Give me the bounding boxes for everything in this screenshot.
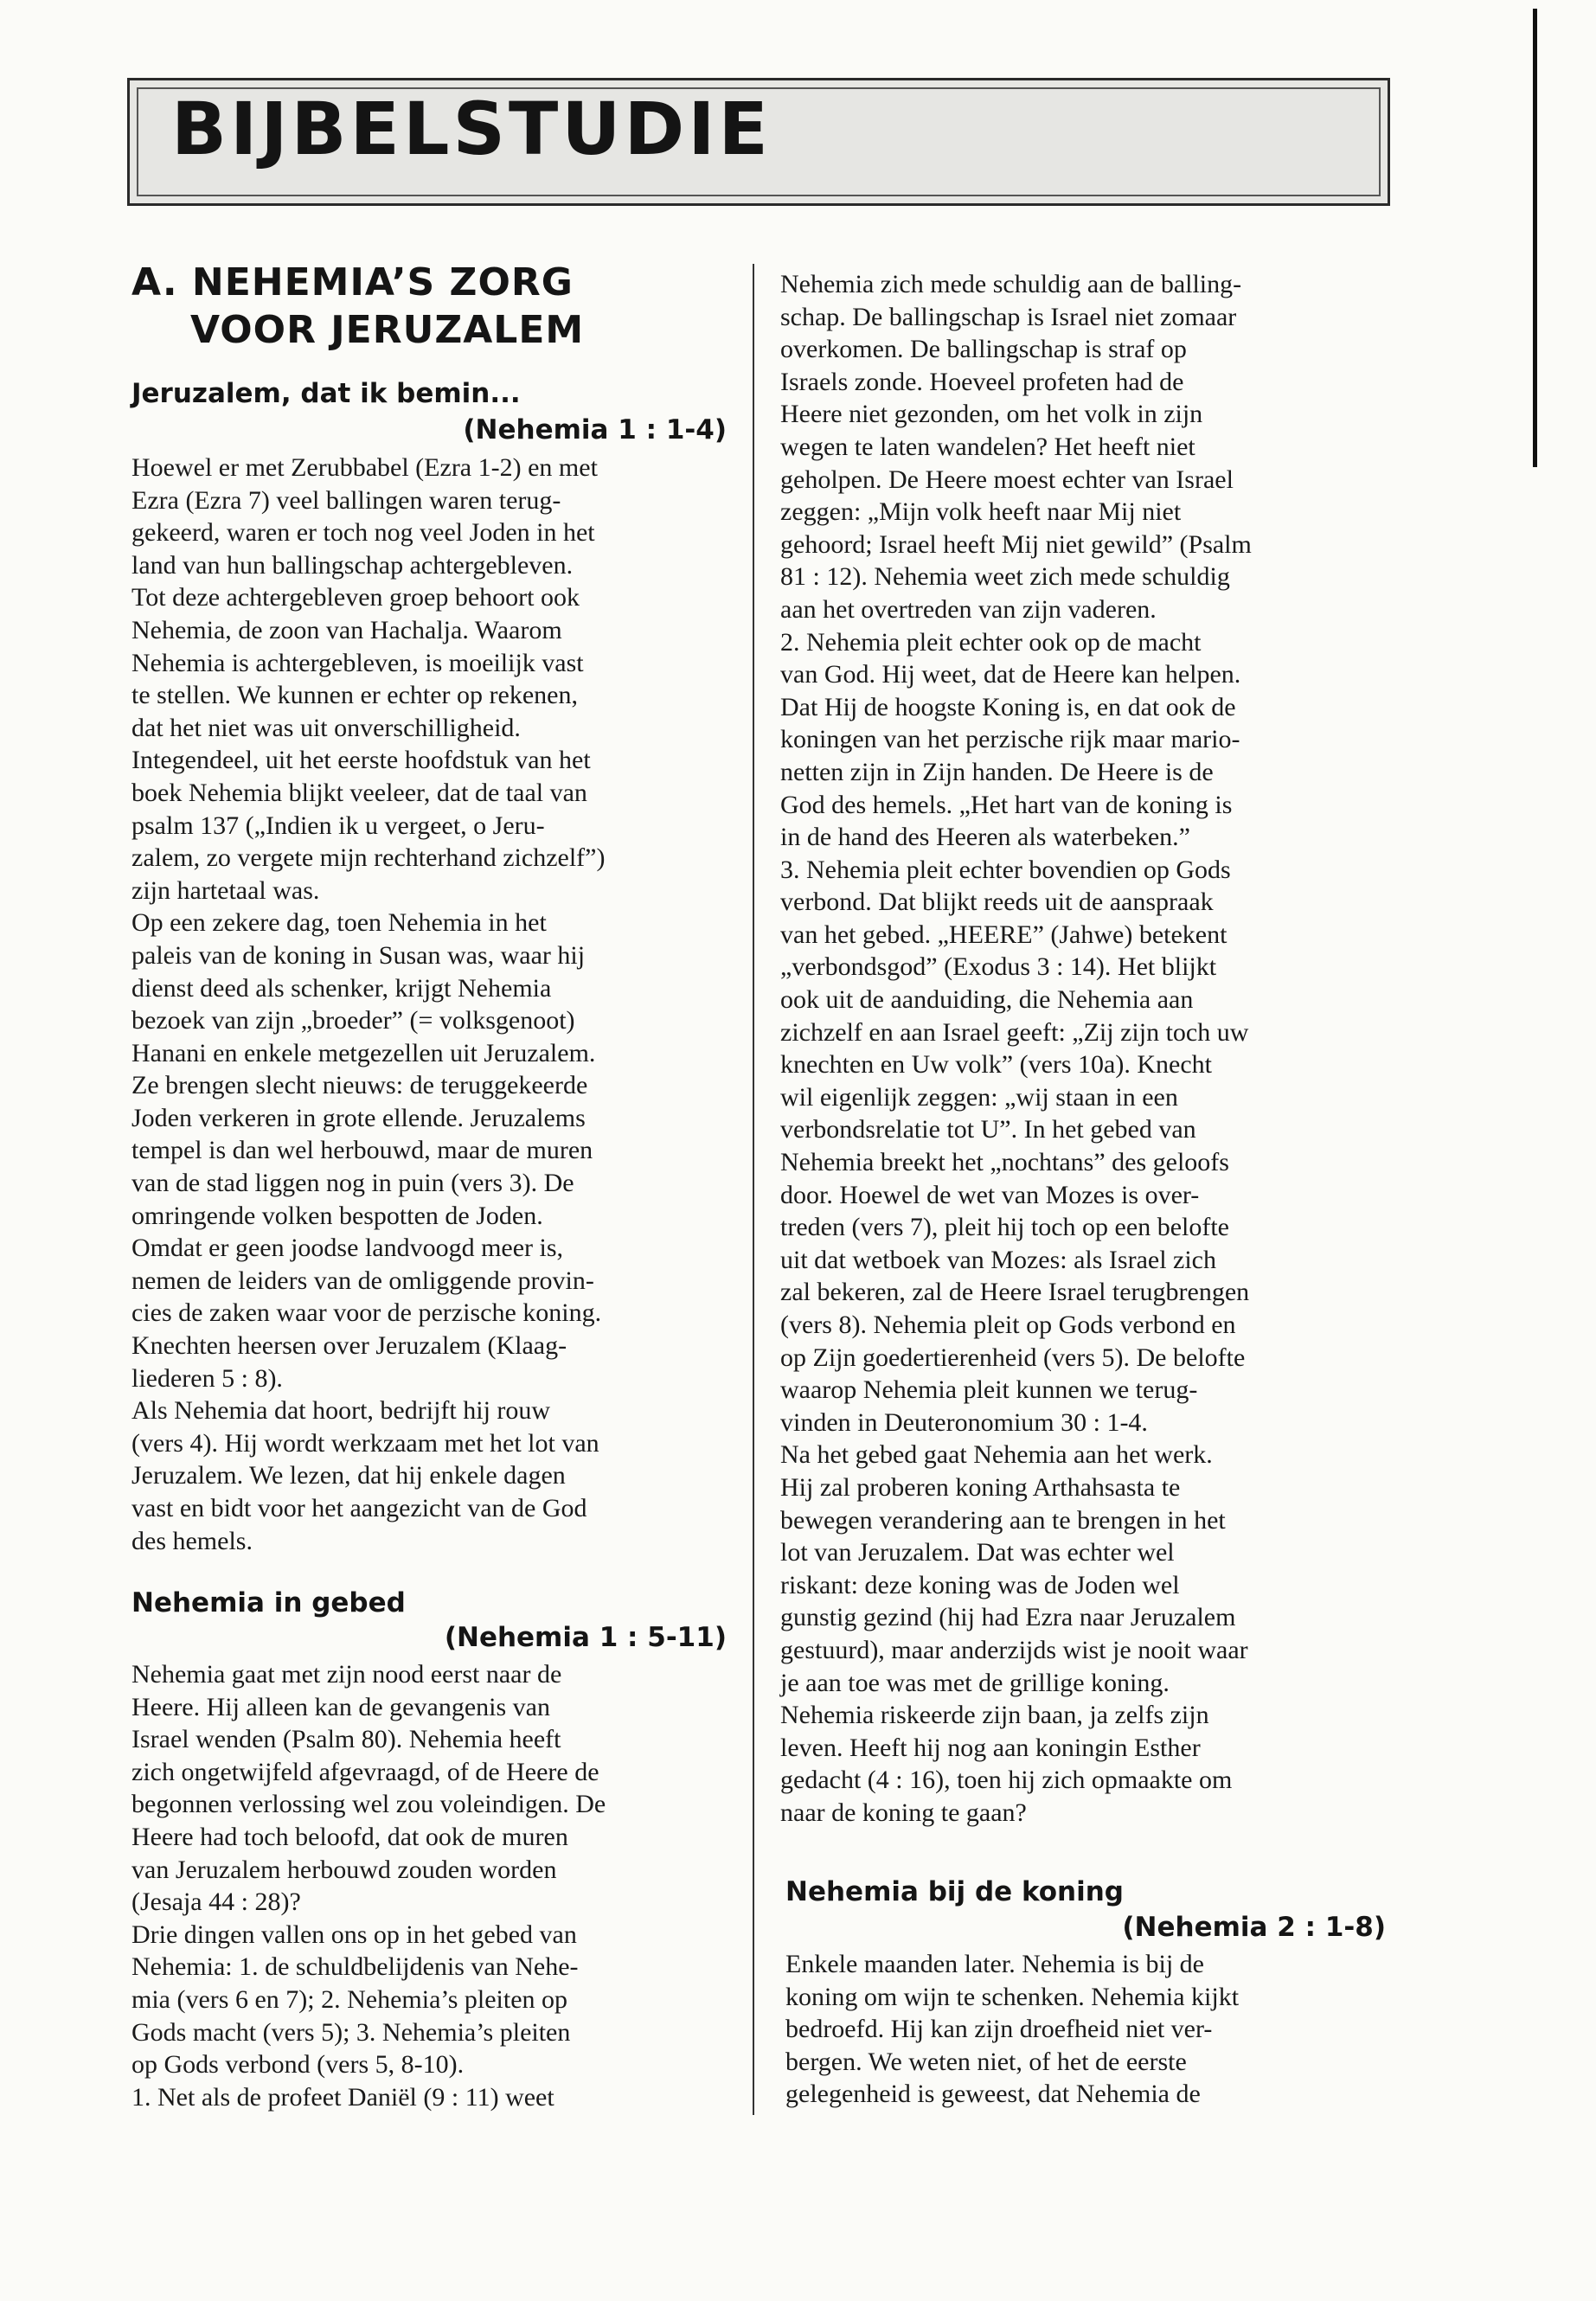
section1-line: Hoewel er met Zerubbabel (Ezra 1-2) en met bbox=[131, 453, 598, 482]
section1-line: Ezra (Ezra 7) veel ballingen waren terug- bbox=[131, 485, 561, 515]
section3-line: bedroefd. Hij kan zijn droefheid niet ver- bbox=[785, 2015, 1213, 2044]
right-column-line: aan het overtreden van zijn vaderen. bbox=[780, 594, 1157, 624]
right-column-line: vinden in Deuteronomium 30 : 1-4. bbox=[780, 1407, 1148, 1437]
section1-line: tempel is dan wel herbouwd, maar de muren bbox=[131, 1136, 593, 1165]
section1-line: des hemels. bbox=[131, 1526, 253, 1555]
section2-line: Nehemia: 1. de schuldbelijdenis van Nehe- bbox=[131, 1952, 579, 1982]
right-column-line: naar de koning te gaan? bbox=[780, 1798, 1027, 1827]
section2-line: Heere. Hij alleen kan de gevangenis van bbox=[131, 1692, 550, 1721]
right-column-line: door. Hoewel de wet van Mozes is over- bbox=[780, 1180, 1200, 1209]
right-column-line: riskant: deze koning was de Joden wel bbox=[780, 1570, 1180, 1599]
section1-line: dat het niet was uit onverschilligheid. bbox=[131, 713, 521, 742]
right-column-line: verbondsrelatie tot U”. In het gebed van bbox=[780, 1115, 1196, 1144]
section1-line: Joden verkeren in grote ellende. Jeruzalems bbox=[131, 1103, 586, 1132]
right-column-line: van God. Hij weet, dat de Heere kan helpen. bbox=[780, 660, 1241, 689]
right-column-line: gedacht (4 : 16), toen hij zich opmaakte om bbox=[780, 1766, 1233, 1795]
article-title-line1: A. NEHEMIA’S ZORG bbox=[131, 260, 574, 304]
section1-line: vast en bidt voor het aangezicht van de God bbox=[131, 1494, 587, 1522]
section1-line: Knechten heersen over Jeruzalem (Klaag- bbox=[131, 1331, 567, 1361]
right-column-line: zeggen: „Mijn volk heeft naar Mij niet bbox=[780, 497, 1182, 527]
right-column-line: gunstig gezind (hij had Ezra naar Jeruzalem bbox=[780, 1603, 1236, 1632]
section2-line: Nehemia gaat met zijn nood eerst naar de bbox=[131, 1660, 562, 1689]
right-column-line: van het gebed. „HEERE” (Jahwe) betekent bbox=[780, 920, 1227, 949]
section1-line: liederen 5 : 8). bbox=[131, 1363, 283, 1393]
section1-line: Nehemia, de zoon van Hachalja. Waarom bbox=[131, 615, 562, 644]
right-column-line: Israels zonde. Hoeveel profeten had de bbox=[780, 367, 1184, 396]
section1-reference: (Nehemia 1 : 1-4) bbox=[463, 414, 727, 445]
section1-heading: Jeruzalem, dat ik bemin... bbox=[131, 378, 521, 409]
right-column-line: Nehemia riskeerde zijn baan, ja zelfs zijn bbox=[780, 1701, 1209, 1730]
right-column-line: Dat Hij de hoogste Koning is, en dat ook de bbox=[780, 692, 1236, 721]
section1-line: paleis van de koning in Susan was, waar hij bbox=[131, 940, 586, 970]
right-column-line: wegen te laten wandelen? Het heeft niet bbox=[780, 432, 1195, 461]
section3-reference: (Nehemia 2 : 1-8) bbox=[1122, 1912, 1386, 1943]
section1-line: Ze brengen slecht nieuws: de teruggekeerde bbox=[131, 1071, 588, 1100]
section1-line: boek Nehemia blijkt veeleer, dat de taal van bbox=[131, 778, 587, 807]
section1-line: Op een zekere dag, toen Nehemia in het bbox=[131, 908, 547, 938]
right-column-line: zichzelf en aan Israel geeft: „Zij zijn toch uw bbox=[780, 1017, 1249, 1047]
right-column-body bbox=[780, 268, 1386, 1830]
right-column-line: geholpen. De Heere moest echter van Israel bbox=[780, 465, 1234, 494]
section1-line: zalem, zo vergete mijn rechterhand zichzelf”) bbox=[131, 843, 606, 873]
section2-line: begonnen verlossing wel zou voleindigen. De bbox=[131, 1790, 606, 1819]
right-column-line: lot van Jeruzalem. Dat was echter wel bbox=[780, 1538, 1175, 1567]
section3-heading: Nehemia bij de koning bbox=[785, 1876, 1124, 1907]
right-column-line: ook uit de aanduiding, die Nehemia aan bbox=[780, 985, 1194, 1015]
section1-line: zijn hartetaal was. bbox=[131, 875, 320, 905]
right-column-line: Nehemia breekt het „nochtans” des geloofs bbox=[780, 1148, 1229, 1177]
section2-line: Drie dingen vallen ons op in het gebed van bbox=[131, 1920, 577, 1949]
right-column-line: netten zijn in Zijn handen. De Heere is de bbox=[780, 757, 1214, 786]
banner-title: BIJBELSTUDIE bbox=[171, 87, 772, 171]
section1-line: omringende volken bespotten de Joden. bbox=[131, 1201, 543, 1230]
section2-line: Heere had toch beloofd, dat ook de muren bbox=[131, 1822, 568, 1851]
section2-line: van Jeruzalem herbouwd zouden worden bbox=[131, 1855, 557, 1884]
right-column-line: 2. Nehemia pleit echter ook op de macht bbox=[780, 627, 1202, 657]
right-column-line: 81 : 12). Nehemia weet zich mede schuldig bbox=[780, 562, 1230, 592]
right-column-line: op Zijn goedertierenheid (vers 5). De belofte bbox=[780, 1343, 1246, 1372]
right-column-line: in de hand des Heeren als waterbeken.” bbox=[780, 823, 1190, 852]
right-column-line: uit dat wetboek van Mozes: als Israel zich bbox=[780, 1245, 1216, 1274]
section1-line: dienst deed als schenker, krijgt Nehemia bbox=[131, 973, 552, 1003]
section3-line: koning om wijn te schenken. Nehemia kijkt bbox=[785, 1982, 1240, 2011]
section3-line: gelegenheid is geweest, dat Nehemia de bbox=[785, 2080, 1201, 2109]
section1-body bbox=[131, 452, 727, 1557]
section1-line: Nehemia is achtergebleven, is moeilijk vast bbox=[131, 648, 584, 677]
section2-line: 1. Net als de profeet Daniël (9 : 11) weet bbox=[131, 2082, 554, 2112]
section2-line: Gods macht (vers 5); 3. Nehemia’s pleiten bbox=[131, 2017, 571, 2047]
section1-line: te stellen. We kunnen er echter op rekenen, bbox=[131, 681, 578, 710]
section2-heading: Nehemia in gebed bbox=[131, 1587, 406, 1618]
section1-line: gekeerd, waren er toch nog veel Joden in het bbox=[131, 518, 595, 548]
section1-line: Omdat er geen joodse landvoogd meer is, bbox=[131, 1234, 564, 1263]
article-title-line2: VOOR JERUZALEM bbox=[190, 308, 585, 352]
right-column-line: je aan toe was met de grillige koning. bbox=[780, 1668, 1170, 1697]
section1-line: Integendeel, uit het eerste hoofdstuk van het bbox=[131, 746, 591, 775]
section2-line: Israel wenden (Psalm 80). Nehemia heeft bbox=[131, 1725, 561, 1754]
section2-line: op Gods verbond (vers 5, 8-10). bbox=[131, 2050, 465, 2080]
right-column-line: koningen van het perzische rijk maar mario- bbox=[780, 725, 1240, 754]
right-column-line: Hij zal proberen koning Arthahsasta te bbox=[780, 1472, 1181, 1502]
section1-line: Jeruzalem. We lezen, dat hij enkele dagen bbox=[131, 1461, 566, 1490]
section1-line: van de stad liggen nog in puin (vers 3). De bbox=[131, 1169, 574, 1198]
right-column-line: gehoord; Israel heeft Mij niet gewild” (Psalm bbox=[780, 529, 1252, 559]
right-column-line: (vers 8). Nehemia pleit op Gods verbond en bbox=[780, 1311, 1236, 1339]
right-column-line: leven. Heeft hij nog aan koningin Esther bbox=[780, 1733, 1201, 1762]
section1-line: Hanani en enkele metgezellen uit Jeruzalem. bbox=[131, 1038, 596, 1067]
page-edge-rule bbox=[1533, 9, 1537, 467]
section-banner bbox=[127, 78, 1390, 206]
right-column-line: Nehemia zich mede schuldig aan de balling- bbox=[780, 270, 1242, 298]
section1-line: (vers 4). Hij wordt werkzaam met het lot van bbox=[131, 1428, 599, 1458]
section1-line: Tot deze achtergebleven groep behoort ook bbox=[131, 583, 580, 612]
section1-line: nemen de leiders van de omliggende provin- bbox=[131, 1266, 594, 1295]
section2-reference: (Nehemia 1 : 5-11) bbox=[444, 1622, 727, 1653]
section3-line: Enkele maanden later. Nehemia is bij de bbox=[785, 1950, 1204, 1978]
section2-line: (Jesaja 44 : 28)? bbox=[131, 1888, 301, 1917]
right-column-line: schap. De ballingschap is Israel niet zomaar bbox=[780, 302, 1237, 331]
right-column-line: zal bekeren, zal de Heere Israel terugbrengen bbox=[780, 1278, 1250, 1307]
right-column-line: God des hemels. „Het hart van de koning is bbox=[780, 790, 1233, 819]
right-column-line: Heere niet gezonden, om het volk in zijn bbox=[780, 400, 1203, 429]
section1-line: Als Nehemia dat hoort, bedrijft hij rouw bbox=[131, 1396, 551, 1426]
right-column-line: wil eigenlijk zeggen: „wij staan in een bbox=[780, 1082, 1178, 1112]
section2-line: mia (vers 6 en 7); 2. Nehemia’s pleiten op bbox=[131, 1984, 568, 2014]
section2-body bbox=[131, 1658, 727, 2113]
right-column-line: overkomen. De ballingschap is straf op bbox=[780, 335, 1187, 364]
right-column-line: verbond. Dat blijkt reeds uit de aanspraak bbox=[780, 888, 1214, 917]
section3-line: bergen. We weten niet, of het de eerste bbox=[785, 2047, 1187, 2076]
section1-line: land van hun ballingschap achtergebleven. bbox=[131, 550, 574, 580]
section2-line: zich ongetwijfeld afgevraagd, of de Heere de bbox=[131, 1757, 599, 1786]
right-column-line: knechten en Uw volk” (vers 10a). Knecht bbox=[780, 1050, 1212, 1080]
right-column-line: gestuurd), maar anderzijds wist je nooit waar bbox=[780, 1635, 1248, 1664]
right-column-line: Na het gebed gaat Nehemia aan het werk. bbox=[780, 1440, 1213, 1470]
right-column-line: waarop Nehemia pleit kunnen we terug- bbox=[780, 1375, 1198, 1405]
section1-line: psalm 137 („Indien ik u vergeet, o Jeru- bbox=[131, 811, 545, 840]
right-column-line: 3. Nehemia pleit echter bovendien op Gods bbox=[780, 855, 1231, 884]
right-column-line: treden (vers 7), pleit hij toch op een belofte bbox=[780, 1213, 1229, 1242]
right-column-line: bewegen verandering aan te brengen in het bbox=[780, 1505, 1226, 1535]
section1-line: cies de zaken waar voor de perzische koning. bbox=[131, 1298, 602, 1328]
column-divider bbox=[753, 264, 754, 2115]
section3-body bbox=[785, 1948, 1386, 2111]
right-column-line: „verbondsgod” (Exodus 3 : 14). Het blijkt bbox=[780, 952, 1217, 982]
section1-line: bezoek van zijn „broeder” (= volksgenoot) bbox=[131, 1006, 575, 1035]
